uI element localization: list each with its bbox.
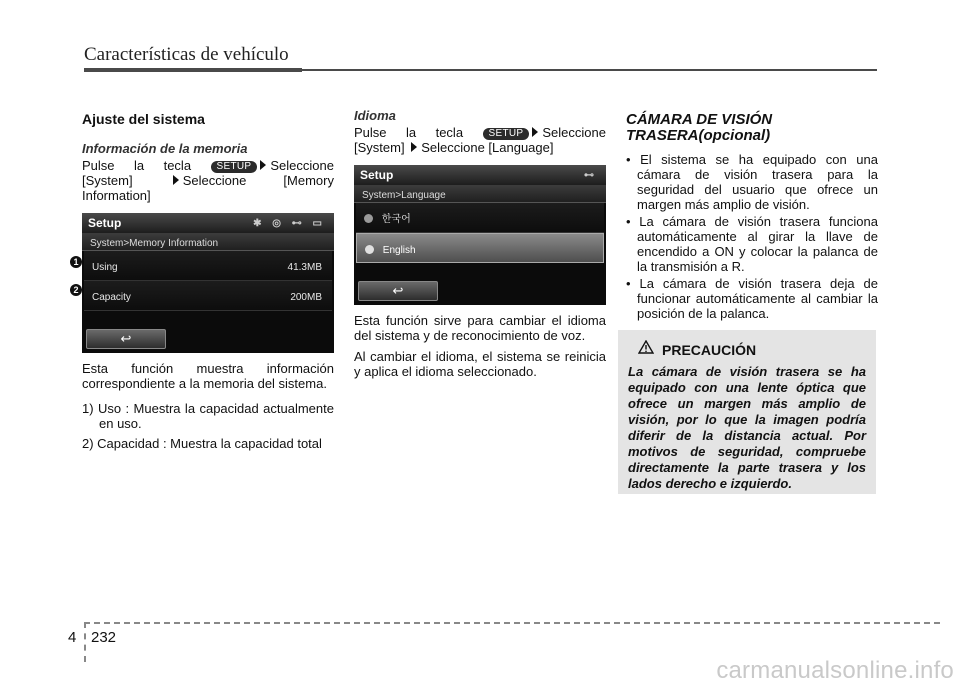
screen-topbar <box>82 213 334 233</box>
chapter-number: 4 <box>68 629 77 646</box>
screen-title: Setup <box>360 168 394 182</box>
memory-instructions <box>82 158 334 203</box>
instr-select-language: Seleccione [Language] <box>421 140 554 155</box>
memory-description: Esta función muestra información correspondiente a la memoria del sistema. <box>82 361 334 391</box>
instr-press-key: Pulse la tecla <box>354 125 464 140</box>
column-rear-camera <box>626 108 878 323</box>
memory-row-capacity[interactable] <box>84 281 332 311</box>
header-rule-thick <box>84 68 302 72</box>
caution-box <box>618 330 876 494</box>
radio-icon <box>364 214 373 223</box>
subsection-title-memory: Información de la memoria <box>82 141 248 156</box>
footer-rule <box>84 622 940 624</box>
header-rule-thin <box>302 69 877 71</box>
callout-2: 2 <box>70 284 82 296</box>
memory-row-using[interactable] <box>84 251 332 281</box>
watermark: carmanualsonline.info <box>716 657 954 684</box>
screen-topbar <box>354 165 606 185</box>
column-system-settings <box>82 108 334 456</box>
instr-select-memory: Seleccione [Memory Information] <box>82 173 334 203</box>
arrow-right-icon <box>532 127 538 137</box>
list-item: 2) Capacidad : Muestra la capacidad total <box>82 436 322 451</box>
page-header-title: Características de vehículo <box>84 44 289 65</box>
caution-text: La cámara de visión trasera se ha equipado con una lente óptica que ofrece un margen más amplio de visión, por lo que la imagen podría diferir de la distancia actual. Por motivos de seguridad, compruebe directamente la parte trasera y los lados derecho e izquierdo. <box>628 364 866 491</box>
arrow-right-icon <box>173 175 179 185</box>
instr-select-system: Seleccione [System] <box>354 125 606 155</box>
list-item: • La cámara de visión trasera deja de funcionar automáticamente al cambiar la posición de la palanca. <box>626 276 878 321</box>
back-button[interactable]: ↩ <box>358 281 438 301</box>
language-option-korean[interactable] <box>356 203 604 233</box>
subsection-title-language: Idioma <box>354 108 396 123</box>
row-value: 41.3MB <box>287 262 322 273</box>
screen-path: System>Language <box>354 185 606 203</box>
option-label: 한국어 <box>381 214 411 225</box>
page-number: 232 <box>91 629 117 646</box>
memory-items-list <box>82 401 334 451</box>
back-button[interactable]: ↩ <box>86 329 166 349</box>
language-para-1: Esta función sirve para cambiar el idioma del sistema y de reconocimiento de voz. <box>354 313 606 343</box>
arrow-right-icon <box>411 142 417 152</box>
language-option-english[interactable] <box>356 233 604 263</box>
status-icons: ✱ ◎ ⊷ ▭ <box>253 218 326 229</box>
warning-triangle-icon <box>638 340 654 354</box>
section-title-system-settings: Ajuste del sistema <box>82 111 205 127</box>
setup-key-badge: SETUP <box>211 161 258 173</box>
row-label: Using <box>92 262 118 273</box>
radio-icon <box>365 245 374 254</box>
list-item: 1) Uso : Muestra la capacidad actualmente en uso. <box>82 401 334 431</box>
screen-path: System>Memory Information <box>82 233 334 251</box>
rear-camera-bullets <box>626 152 878 321</box>
setup-key-badge: SETUP <box>483 128 530 140</box>
list-item: • La cámara de visión trasera funciona automáticamente al girar la llave de encendido a ON y colocar la palanca de la transmisión a R. <box>626 214 878 274</box>
caution-title: PRECAUCIÓN <box>662 342 757 358</box>
callout-1: 1 <box>70 256 82 268</box>
list-item: • El sistema se ha equipado con una cámara de visión trasera para la seguridad del usuario que ofrece un margen más amplio de visión. <box>626 152 878 212</box>
arrow-right-icon <box>260 160 266 170</box>
option-label: English <box>382 245 416 256</box>
screen-title: Setup <box>88 216 122 230</box>
instr-press-key: Pulse la tecla <box>82 158 192 173</box>
memory-info-screen <box>82 213 334 353</box>
language-instructions <box>354 125 606 155</box>
language-screen <box>354 165 606 305</box>
section-title-rear-camera: CÁMARA DE VISIÓN TRASERA(opcional) <box>626 111 773 144</box>
column-language <box>354 108 606 379</box>
language-para-2: Al cambiar el idioma, el sistema se reinicia y aplica el idioma seleccionado. <box>354 349 606 379</box>
row-value: 200MB <box>290 292 322 303</box>
instr-select-system: Seleccione [System] <box>82 158 334 188</box>
footer-vertical-rule <box>84 622 86 662</box>
row-label: Capacity <box>92 292 131 303</box>
status-icons: ⊷ <box>584 170 598 181</box>
